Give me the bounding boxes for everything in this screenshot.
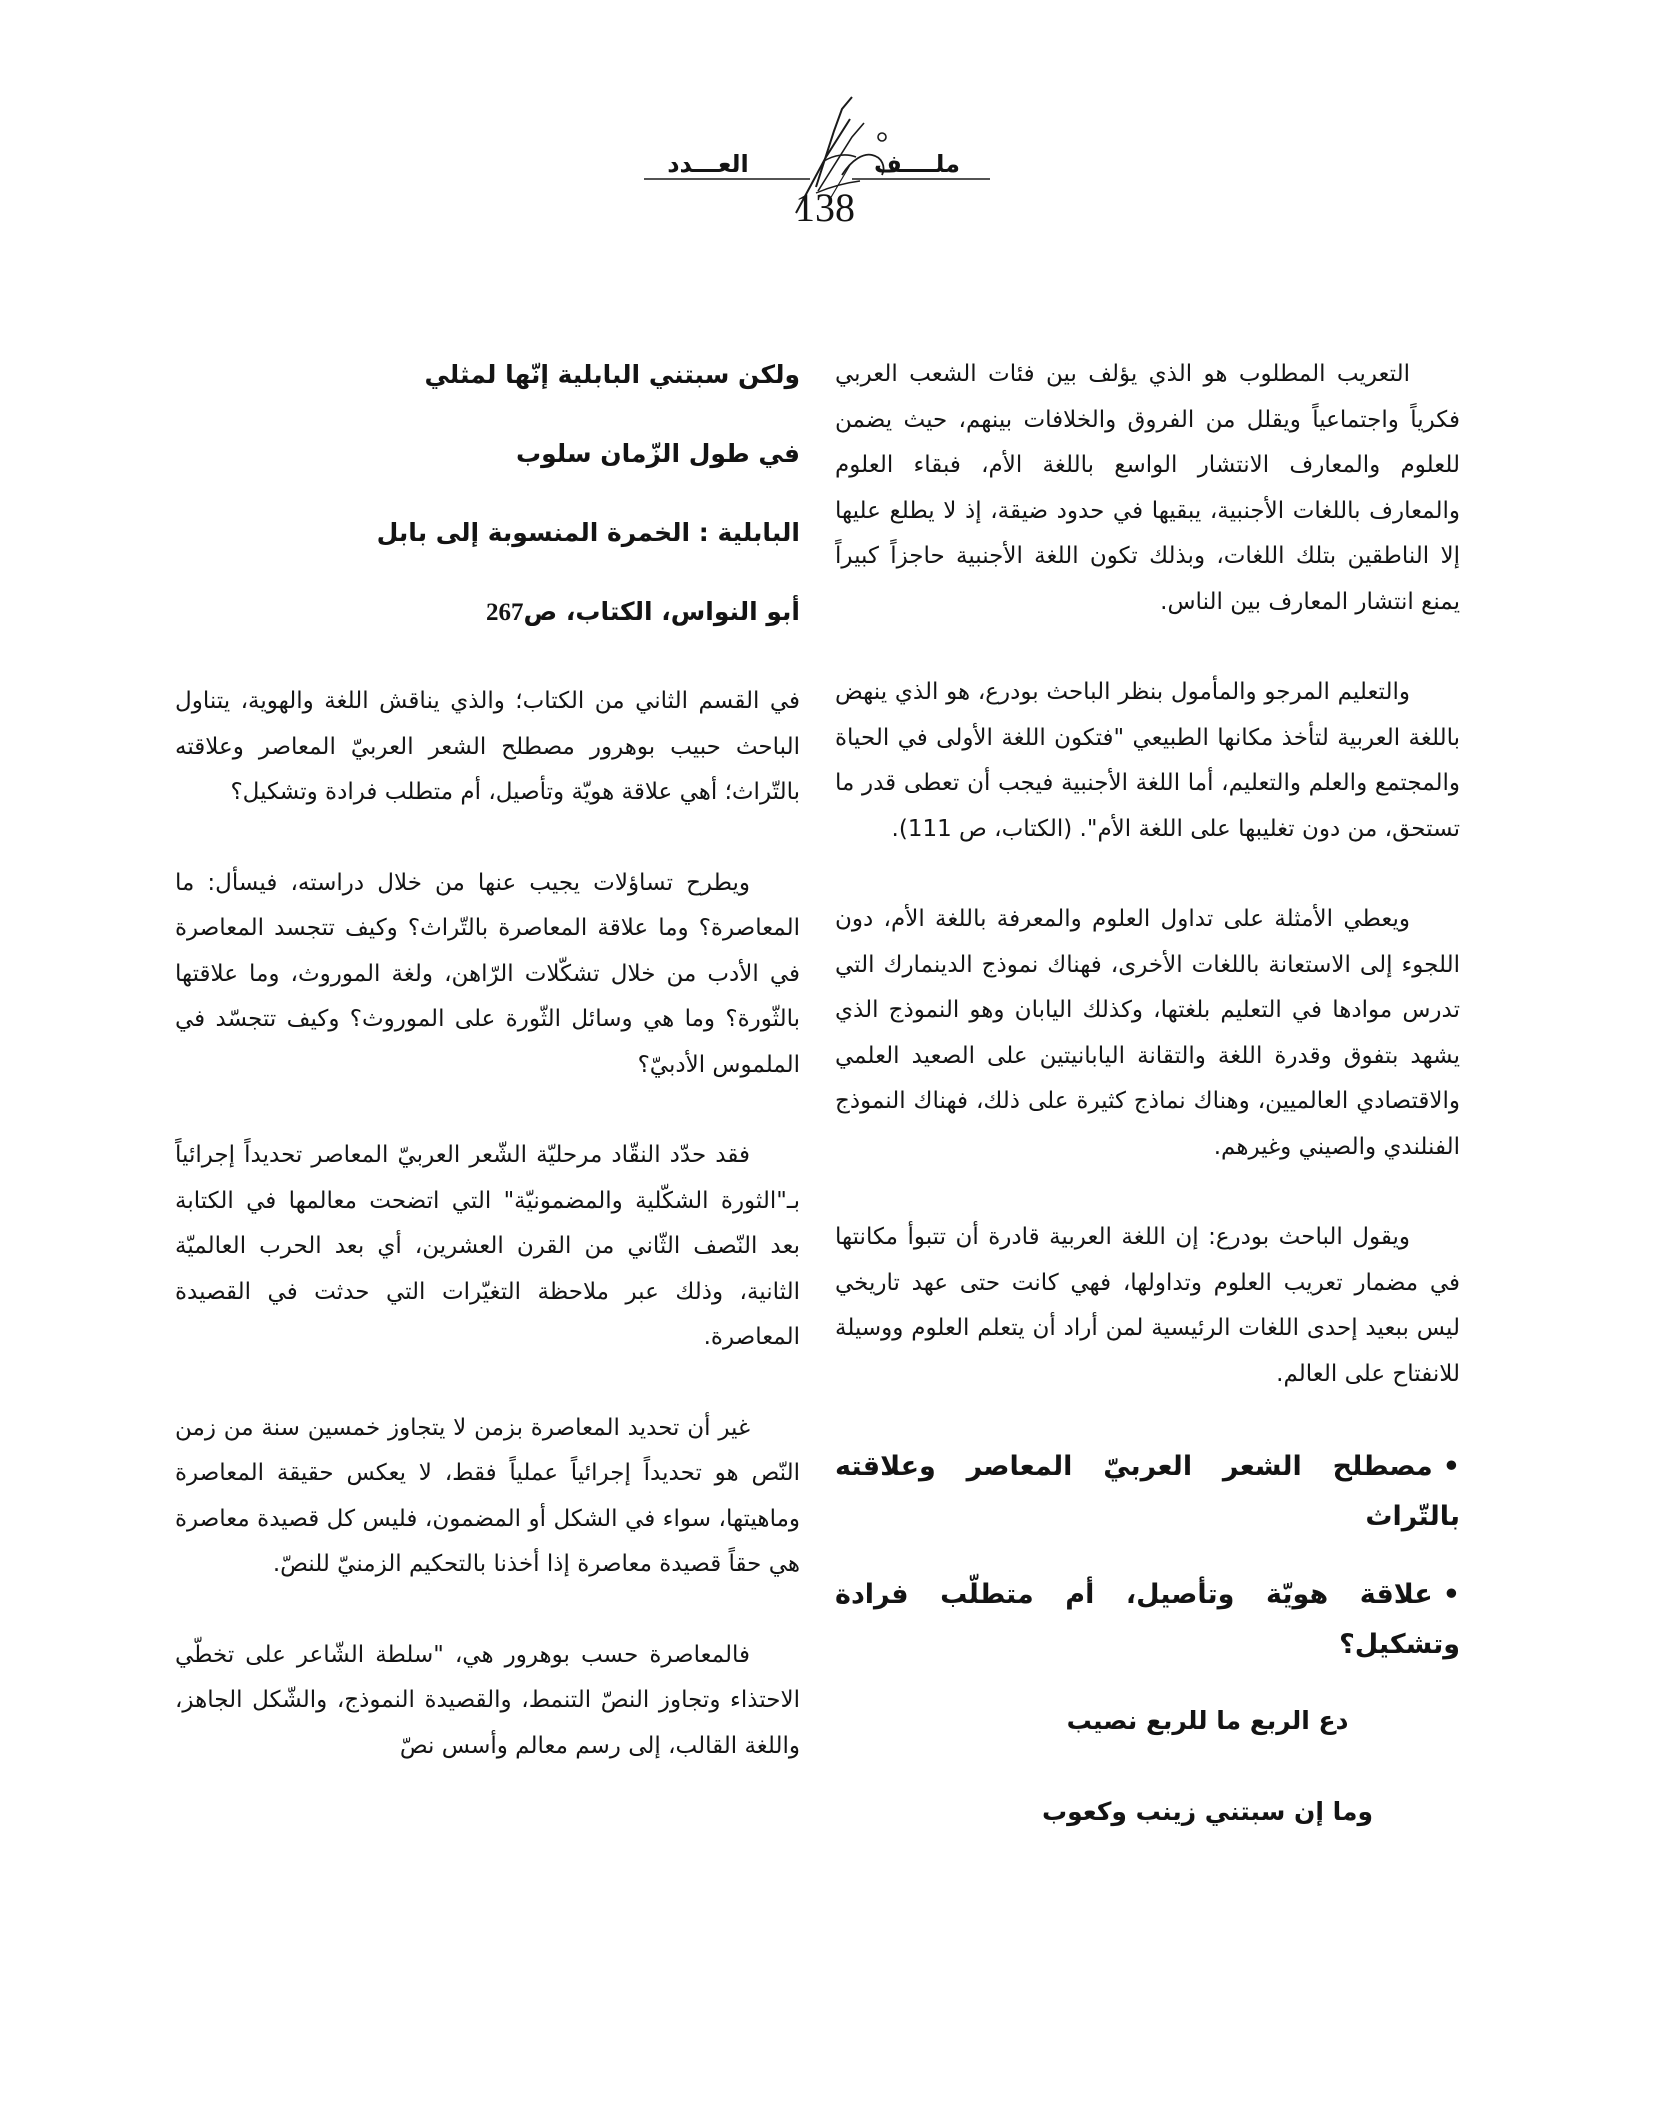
paragraph: ويقول الباحث بودرع: إن اللغة العربية قادرة أن تتبوأ مكانتها في مضمار تعريب العلوم وتداولها، فهي كانت حتى عهد تاريخي ليس ببعيد إحدى اللغات الرئيسية لمن أراد أن يتعلم العلوم ووسيلة للانفتاح على العالم. — [835, 1224, 1460, 1387]
poem-verse: في طول الزّمان سلوب — [516, 439, 800, 468]
section-heading: مصطلح الشعر العربيّ المعاصر وعلاقته بالتّراث — [835, 1451, 1460, 1532]
paragraph: فالمعاصرة حسب بوهرور هي، "سلطة الشّاعر على تخطّي الاحتذاء وتجاوز النصّ التنمط، والقصيدة النموذج، والشّكل الجاهز، واللغة القالب، إلى رسم معالم وأسس نصّ — [175, 1641, 800, 1759]
paragraph: ويعطي الأمثلة على تداول العلوم والمعرفة باللغة الأم، دون اللجوء إلى الاستعانة باللغات الأخرى، فهناك نموذج الدينمارك التي تدرس موادها في التعليم بلغتها، وكذلك اليابان وهو النموذج الذي يشهد بتفوق وقدرة اللغة والتقانة اليابانيتين على الصعيد العلمي والاقتصادي العالميين، وهناك نماذج كثيرة على ذلك، فهناك النموذج الفنلندي والصيني وغيرهم. — [835, 906, 1460, 1160]
citation-text: أبو النواس، الكتاب، ص — [523, 597, 800, 626]
poem-verse: ولكن سبتني البابلية إنّها لمثلي — [424, 360, 800, 389]
poem-verse: البابلية : الخمرة المنسوبة إلى بابل — [376, 518, 800, 547]
paragraph: فقد حدّد النقّاد مرحليّة الشّعر العربيّ المعاصر تحديداً إجرائياً بـ"الثورة الشكّلية والمضمونيّة" التي اتضحت معالمها في الكتابة بعد النّصف الثّاني من القرن العشرين، أي بعد الحرب العالميّة الثانية، وذلك عبر ملاحظة التغيّرات التي حدثت في القصيدة المعاصرة. — [175, 1142, 800, 1350]
poem-verse: دع الربع ما للربع نصيب — [1066, 1706, 1349, 1735]
section-heading: علاقة هويّة وتأصيل، أم متطلّب فرادة وتشكيل؟ — [835, 1579, 1460, 1660]
citation — [175, 589, 800, 635]
paragraph: التعريب المطلوب هو الذي يؤلف بين فئات الشعب العربي فكرياً واجتماعياً ويقلل من الفروق والخلافات بينهم، حيث يضمن للعلوم والمعارف الانتشار الواسع باللغة الأم، فبقاء العلوم والمعارف باللغات الأجنبية، يبقيها في حدود ضيقة، إذ لا يطلع عليها إلا الناطقين بتلك اللغات، وبذلك تكون اللغة الأجنبية حاجزاً كبيراً يمنع انتشار المعارف بين الناس. — [835, 361, 1460, 615]
paragraph: ويطرح تساؤلات يجيب عنها من خلال دراسته، فيسأل: ما المعاصرة؟ وما علاقة المعاصرة بالتّراث؟ وكيف تتجسد المعاصرة في الأدب من خلال تشكّلات الرّاهن، ولغة الموروث، وما علاقتها بالثّورة؟ وما هي وسائل الثّورة على الموروث؟ وكيف تتجسّد في الملموس الأدبيّ؟ — [175, 869, 800, 1078]
poem-verse: وما إن سبتني زينب وكعوب — [1041, 1797, 1374, 1826]
right-column — [835, 352, 1460, 1868]
section-heading-bullet — [835, 1570, 1460, 1670]
paragraph: غير أن تحديد المعاصرة بزمن لا يتجاوز خمسين سنة من زمن النّص هو تحديداً إجرائياً عملياً فقط، لا يعكس حقيقة المعاصرة وماهيتها، سواء في الشكل أو المضمون، فليس كل قصيدة معاصرة هي حقاً قصيدة معاصرة إذا أخذنا بالتحكيم الزمنيّ للنصّ. — [175, 1414, 800, 1577]
left-column — [175, 352, 800, 1769]
bullet-icon: • — [1442, 1579, 1460, 1610]
citation-page: 267 — [486, 599, 524, 626]
section-label: ملــــف — [873, 150, 961, 178]
page-header — [620, 95, 1020, 235]
paragraph: في القسم الثاني من الكتاب؛ والذي يناقش اللغة والهوية، يتناول الباحث حبيب بوهرور مصطلح الشعر العربيّ المعاصر وعلاقته بالتّراث؛ أهي علاقة هويّة وتأصيل، أم متطلب فرادة وتشكيل؟ — [175, 688, 800, 805]
page-number: 138 — [795, 185, 855, 230]
paragraph: والتعليم المرجو والمأمول بنظر الباحث بودرع، هو الذي ينهض باللغة العربية لتأخذ مكانها الطبيعي "فتكون اللغة الأولى في الحياة والمجتمع والعلم والتعليم، أما اللغة الأجنبية فيجب أن تعطى قدر ما تستحق، من دون تغليبها على اللغة الأم". (الكتاب، ص 111). — [835, 679, 1460, 842]
issue-label: العـــدد — [667, 150, 749, 178]
bullet-icon: • — [1442, 1451, 1460, 1482]
section-heading-bullet — [835, 1442, 1460, 1542]
